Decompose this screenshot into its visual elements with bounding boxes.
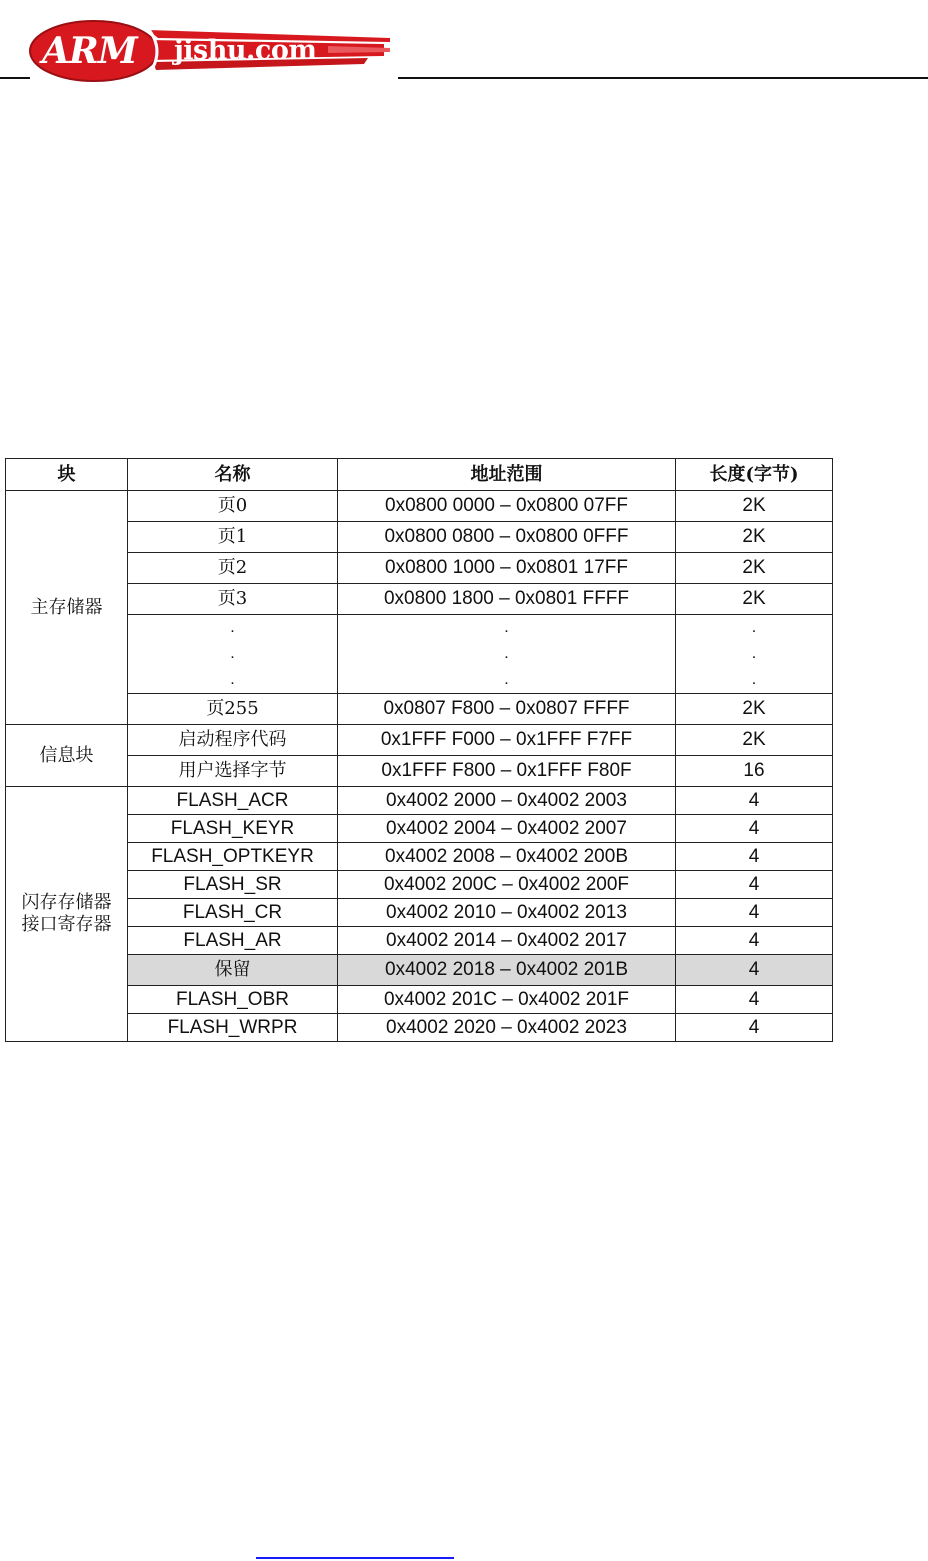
row-name: FLASH_KEYR <box>128 815 338 843</box>
ellipsis-dot: . <box>751 645 757 662</box>
header-address-range: 地址范围 <box>338 459 676 491</box>
header-length: 长度(字节) <box>676 459 833 491</box>
row-name: FLASH_SR <box>128 871 338 899</box>
row-address-range: 0x4002 200C – 0x4002 200F <box>338 871 676 899</box>
table-row <box>6 522 833 553</box>
row-length: 16 <box>676 756 833 787</box>
ellipsis-dot: . <box>230 619 235 636</box>
header-rule-left <box>0 77 30 79</box>
table-row <box>6 756 833 787</box>
row-address-range: 0x4002 201C – 0x4002 201F <box>338 986 676 1014</box>
table-row <box>6 491 833 522</box>
row-name: 保留 <box>128 955 338 986</box>
row-address-range: 0x0800 0800 – 0x0800 0FFF <box>338 522 676 553</box>
row-address-range: 0x4002 2020 – 0x4002 2023 <box>338 1014 676 1042</box>
row-length: 2K <box>676 584 833 615</box>
table-row <box>6 725 833 756</box>
logo-site-text: jishu.com <box>174 35 317 66</box>
ellipsis-dot: . <box>504 619 509 636</box>
row-address-range: 0x4002 2014 – 0x4002 2017 <box>338 927 676 955</box>
row-address-range: 0x0800 0000 – 0x0800 07FF <box>338 491 676 522</box>
row-length: 2K <box>676 522 833 553</box>
ellipsis-dot: . <box>230 645 235 662</box>
block-main-memory: 主存储器 <box>6 491 128 725</box>
row-address-range: 0x4002 2010 – 0x4002 2013 <box>338 899 676 927</box>
row-name: FLASH_WRPR <box>128 1014 338 1042</box>
row-length: 4 <box>676 871 833 899</box>
row-address-range: 0x0807 F800 – 0x0807 FFFF <box>338 694 676 725</box>
row-length: 4 <box>676 1014 833 1042</box>
table-row <box>6 871 833 899</box>
ellipsis-dot: . <box>751 671 757 688</box>
row-name: 启动程序代码 <box>128 725 338 756</box>
logo-brand-text: ARM <box>42 30 137 72</box>
row-address-range: 0x1FFF F000 – 0x1FFF F7FF <box>338 725 676 756</box>
block-flash-interface-registers <box>6 787 128 1042</box>
table-header-row <box>6 459 833 491</box>
block-label-line2: 接口寄存器 <box>21 914 112 935</box>
block-information: 信息块 <box>6 725 128 787</box>
table-row <box>6 694 833 725</box>
row-name: FLASH_AR <box>128 927 338 955</box>
row-length: 4 <box>676 787 833 815</box>
row-name: 页1 <box>128 522 338 553</box>
row-length: 2K <box>676 491 833 522</box>
row-address-range: 0x0800 1800 – 0x0801 FFFF <box>338 584 676 615</box>
row-address-range: 0x0800 1000 – 0x0801 17FF <box>338 553 676 584</box>
ellipsis-range <box>338 615 676 694</box>
row-name: 页0 <box>128 491 338 522</box>
flash-memory-map-table <box>5 458 833 1042</box>
ellipsis-dot: . <box>504 671 509 688</box>
row-name: 页3 <box>128 584 338 615</box>
reserved-row <box>6 955 833 986</box>
row-name: FLASH_OBR <box>128 986 338 1014</box>
block-label-line1: 闪存存储器 <box>21 892 112 913</box>
ellipsis-dot: . <box>751 619 757 636</box>
ellipsis-dot: . <box>230 671 235 688</box>
header-block: 块 <box>6 459 128 491</box>
page-header <box>0 0 928 90</box>
row-address-range: 0x4002 2018 – 0x4002 201B <box>338 955 676 986</box>
table-row <box>6 787 833 815</box>
footer-link-underline[interactable] <box>256 1557 454 1559</box>
ellipsis-length <box>676 615 833 694</box>
row-length: 2K <box>676 553 833 584</box>
table-row <box>6 1014 833 1042</box>
row-address-range: 0x1FFF F800 – 0x1FFF F80F <box>338 756 676 787</box>
row-name: FLASH_CR <box>128 899 338 927</box>
row-length: 2K <box>676 694 833 725</box>
table-row <box>6 899 833 927</box>
row-length: 4 <box>676 927 833 955</box>
row-name: 页2 <box>128 553 338 584</box>
row-name: 用户选择字节 <box>128 756 338 787</box>
header-rule-right <box>398 77 928 79</box>
armjishu-logo <box>28 20 390 82</box>
table-row <box>6 927 833 955</box>
table-row <box>6 553 833 584</box>
table-row <box>6 986 833 1014</box>
row-length: 2K <box>676 725 833 756</box>
row-length: 4 <box>676 955 833 986</box>
row-address-range: 0x4002 2008 – 0x4002 200B <box>338 843 676 871</box>
table-row <box>6 843 833 871</box>
row-address-range: 0x4002 2000 – 0x4002 2003 <box>338 787 676 815</box>
row-length: 4 <box>676 815 833 843</box>
table-row <box>6 584 833 615</box>
header-name: 名称 <box>128 459 338 491</box>
row-length: 4 <box>676 986 833 1014</box>
row-name: FLASH_OPTKEYR <box>128 843 338 871</box>
row-name: FLASH_ACR <box>128 787 338 815</box>
row-length: 4 <box>676 843 833 871</box>
row-name: 页255 <box>128 694 338 725</box>
row-address-range: 0x4002 2004 – 0x4002 2007 <box>338 815 676 843</box>
row-length: 4 <box>676 899 833 927</box>
table-row <box>6 815 833 843</box>
ellipsis-row <box>6 615 833 694</box>
ellipsis-dot: . <box>504 645 509 662</box>
ellipsis-name <box>128 615 338 694</box>
